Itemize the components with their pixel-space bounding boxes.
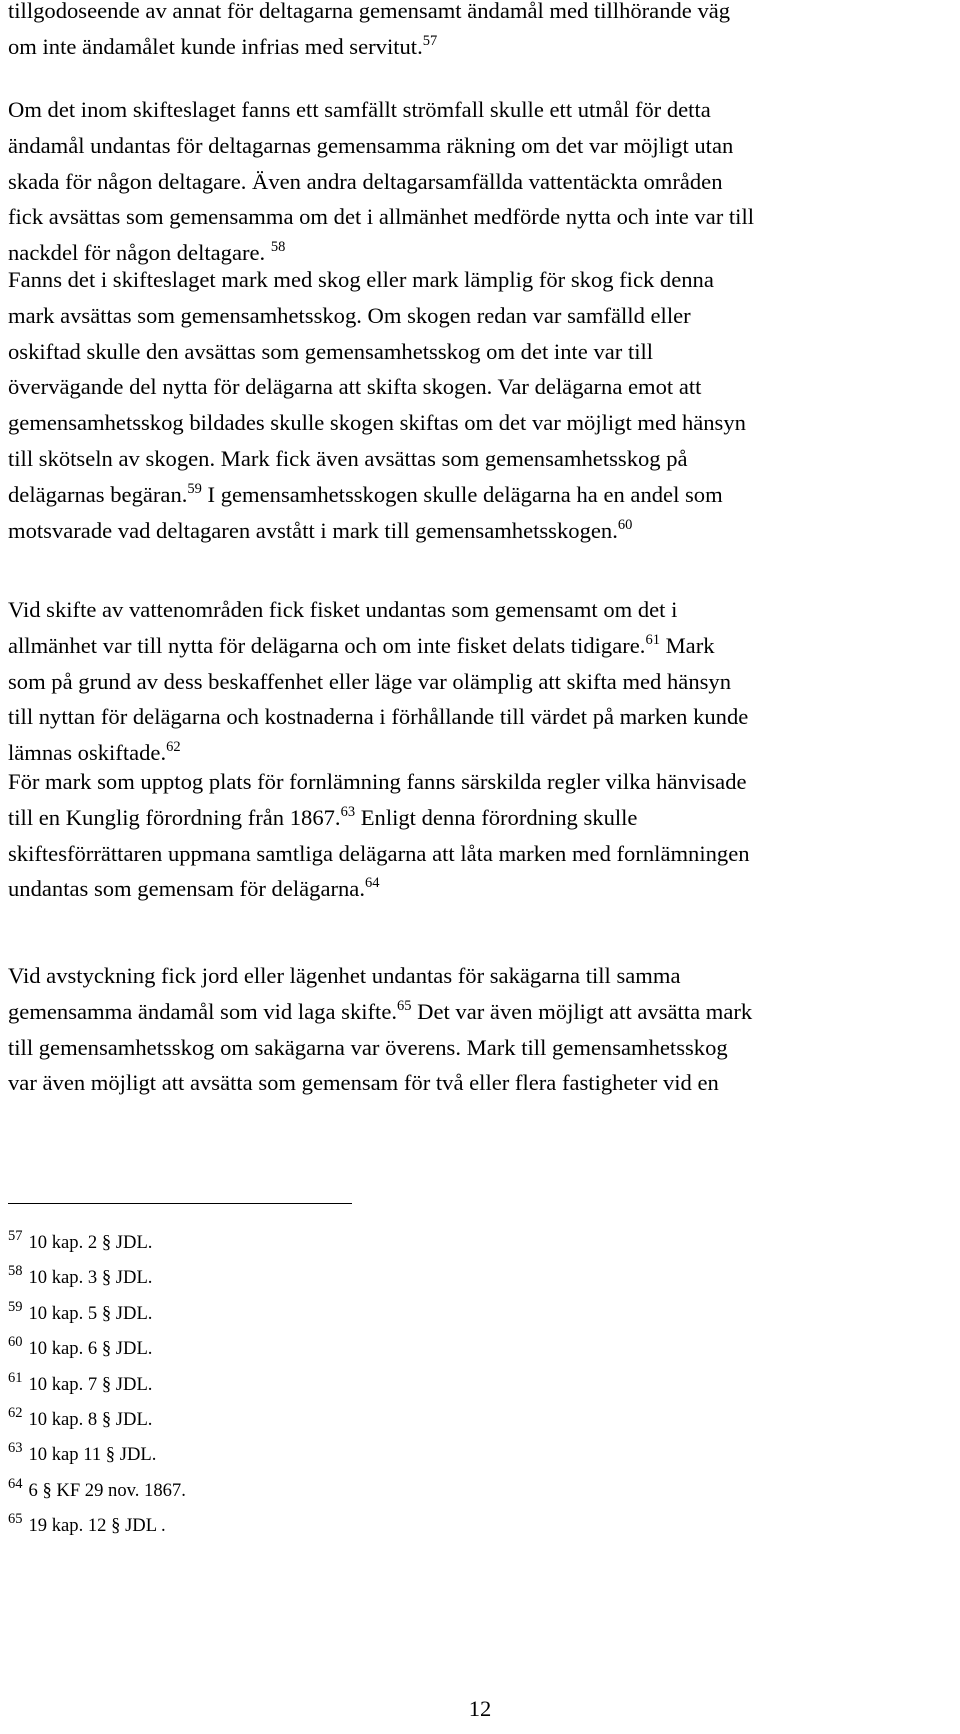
- text-line: [8, 29, 960, 65]
- text-segment: oskiftad skulle den avsättas som gemensamhetsskog om det inte var till: [8, 338, 654, 364]
- footnote-item: [8, 1473, 186, 1508]
- footnote-list: [8, 1225, 186, 1544]
- footnote-number: 58: [8, 1263, 23, 1280]
- footnote-number: 61: [8, 1369, 23, 1386]
- footnote-item: [8, 1367, 186, 1402]
- text-line: [8, 128, 960, 164]
- text-segment: mark avsättas som gemensamhetsskog. Om skogen redan var samfälld eller: [8, 302, 691, 328]
- footnote-number: 64: [8, 1475, 23, 1492]
- paragraph-5: [8, 764, 960, 907]
- text-segment: fick avsättas som gemensamma om det i allmänhet medförde nytta och inte var till: [8, 204, 755, 230]
- text-segment: ändamål undantas för deltagarnas gemensamma räkning om det var möjligt utan: [8, 132, 734, 158]
- text-line: [8, 994, 960, 1030]
- text-line: [8, 699, 960, 735]
- footnote-text: 10 kap. 2 § JDL.: [28, 1232, 153, 1253]
- text-segment: övervägande del nytta för delägarna att skifta skogen. Var delägarna emot att: [8, 374, 702, 400]
- text-line: [8, 958, 960, 994]
- paragraph-3: [8, 262, 960, 548]
- page-number: 12: [468, 1696, 492, 1721]
- footnote-item: [8, 1296, 186, 1331]
- text-line: [8, 871, 960, 907]
- footnote-number: 57: [8, 1228, 23, 1244]
- text-segment: I gemensamhetsskogen skulle delägarna ha en andel som: [201, 481, 723, 507]
- text-line: [8, 836, 960, 872]
- text-segment: gemensamma ändamål som vid laga skifte.: [8, 998, 398, 1024]
- footnote-number: 60: [8, 1334, 23, 1351]
- text-line: [8, 164, 960, 200]
- paragraph-2: [8, 92, 960, 271]
- text-segment: Vid skifte av vattenområden fick fisket undantas som gemensamt om det i: [8, 597, 678, 622]
- text-line: [8, 92, 960, 128]
- footnote-ref: 59: [187, 480, 202, 497]
- footnote-number: 63: [8, 1440, 23, 1457]
- text-segment: motsvarade vad deltagaren avstått i mark till gemensamhetsskogen.: [8, 517, 618, 543]
- text-line: [8, 800, 960, 836]
- footnote-text: 6 § KF 29 nov. 1867.: [28, 1479, 186, 1501]
- text-segment: om inte ändamålet kunde infrias med servitut.: [8, 33, 423, 59]
- text-line: [8, 477, 960, 513]
- text-segment: skiftesförrättaren uppmana samtliga delägarna att låta marken med fornlämningen: [8, 840, 750, 866]
- paragraph-6: [8, 958, 960, 1101]
- footnote-text: 10 kap. 6 § JDL.: [28, 1338, 153, 1360]
- footnote-item: [8, 1225, 186, 1260]
- footnote-number: 59: [8, 1298, 23, 1315]
- text-segment: Fanns det i skifteslaget mark med skog eller mark lämplig för skog fick denna: [8, 267, 714, 292]
- footnote-text: 10 kap. 8 § JDL.: [28, 1408, 153, 1430]
- text-segment: tillgodoseende av annat för deltagarna gemensamt ändamål med tillhörande väg: [8, 0, 731, 23]
- text-segment: gemensamhetsskog bildades skulle skogen skiftas om det var möjligt med hänsyn: [8, 410, 746, 436]
- footnote-ref: 60: [617, 516, 633, 533]
- text-segment: var även möjligt att avsätta som gemensam för två eller flera fastigheter vid en: [8, 1070, 719, 1096]
- footnote-ref: 62: [166, 739, 181, 756]
- text-segment: till nyttan för delägarna och kostnaderna i förhållande till värdet på marken kunde: [8, 704, 749, 730]
- text-segment: till gemensamhetsskog om sakägarna var överens. Mark till gemensamhetsskog: [8, 1034, 728, 1060]
- footnote-text: 10 kap. 7 § JDL.: [28, 1373, 153, 1395]
- text-line: [8, 334, 960, 370]
- footnote-ref: 65: [397, 997, 412, 1014]
- text-segment: undantas som gemensam för delägarna.: [8, 876, 365, 902]
- text-line: [8, 0, 960, 29]
- text-segment: lämnas oskiftade.: [8, 740, 167, 766]
- footnote-ref: 63: [340, 803, 356, 820]
- text-line: [8, 298, 960, 334]
- text-segment: som på grund av dess beskaffenhet eller läge var olämplig att skifta med hänsyn: [8, 668, 731, 694]
- text-line: [8, 764, 960, 800]
- text-segment: till en Kunglig förordning från 1867.: [8, 804, 341, 830]
- footnote-number: 65: [8, 1511, 23, 1528]
- text-line: [8, 1065, 960, 1101]
- text-line: [8, 369, 960, 405]
- footnote-number: 62: [8, 1404, 23, 1421]
- footnote-text: 19 kap. 12 § JDL .: [28, 1515, 166, 1537]
- text-segment: Det var även möjligt att avsätta mark: [411, 998, 753, 1024]
- text-segment: Vid avstyckning fick jord eller lägenhet undantas för sakägarna till samma: [8, 963, 681, 988]
- text-segment: För mark som upptog plats för fornlämning fanns särskilda regler vilka hänvisade: [8, 769, 747, 794]
- text-line: [8, 405, 960, 441]
- text-segment: Om det inom skifteslaget fanns ett samfällt strömfall skulle ett utmål för detta: [8, 97, 711, 122]
- text-line: [8, 513, 960, 549]
- footnote-text: 10 kap. 5 § JDL.: [28, 1302, 153, 1324]
- text-segment: Mark: [659, 632, 715, 658]
- text-segment: nackdel för någon deltagare.: [8, 240, 271, 266]
- footnote-ref: 61: [645, 631, 660, 648]
- footnote-separator: [8, 1203, 352, 1204]
- text-line: [8, 628, 960, 664]
- text-line: [8, 199, 960, 235]
- footnote-item: [8, 1437, 186, 1472]
- footnote-item: [8, 1402, 186, 1437]
- footnote-text: 10 kap 11 § JDL.: [28, 1444, 157, 1466]
- footnote-ref: 58: [270, 239, 286, 256]
- text-line: [8, 441, 960, 477]
- footnote-ref: 57: [422, 32, 438, 49]
- text-line: [8, 592, 960, 628]
- text-segment: allmänhet var till nytta för delägarna och om inte fisket delats tidigare.: [8, 632, 646, 658]
- text-segment: skada för någon deltagare. Även andra deltagarsamfällda vattentäckta områden: [8, 168, 723, 194]
- paragraph-4: [8, 592, 960, 771]
- text-segment: Enligt denna förordning skulle: [355, 804, 638, 830]
- footnote-item: [8, 1331, 186, 1366]
- text-segment: till skötseln av skogen. Mark fick även avsättas som gemensamhetsskog på: [8, 445, 688, 471]
- footnote-item: [8, 1508, 186, 1543]
- footnote-text: 10 kap. 3 § JDL.: [28, 1267, 153, 1289]
- paragraph-1: [8, 0, 960, 65]
- footnote-ref: 64: [365, 875, 380, 892]
- text-segment: delägarnas begäran.: [8, 481, 188, 507]
- text-line: [8, 262, 960, 298]
- text-line: [8, 664, 960, 700]
- footnote-item: [8, 1260, 186, 1295]
- text-line: [8, 1030, 960, 1066]
